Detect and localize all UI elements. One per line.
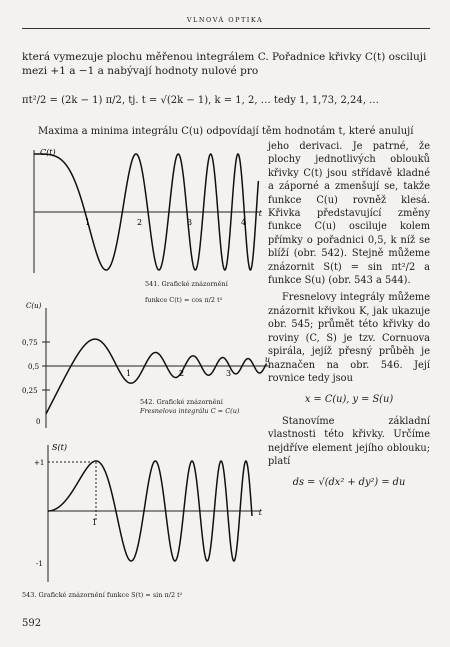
running-title: VLNOVÁ OPTIKA — [186, 16, 264, 24]
intro-line-1: která vymezuje plochu měřenou integrálem C. Pořadnice křivky C(t) osciluji — [22, 51, 427, 63]
fig542-caption-2: Fresnelova integrálu C = C(u) — [140, 407, 240, 415]
fig542-xlabel: u — [264, 355, 270, 364]
figure-543 — [22, 440, 262, 585]
fig543-tick-1: 1 — [92, 518, 98, 527]
fig542-tick-1: 1 — [126, 369, 132, 378]
fig542-tick-2: 2 — [179, 369, 185, 378]
fig541-caption-1: 541. Grafické znázornění — [145, 280, 228, 288]
right-column — [268, 140, 430, 490]
fig542-caption-1: 542. Grafické znázornění — [140, 398, 223, 406]
equation-2: ds = √(dx² + dy²) = du — [292, 477, 406, 489]
paragraph-3: Stanovíme základní vlastnosti této křivky. Určíme nejdříve element jejího oblouku; platí — [268, 415, 430, 467]
fig541-xlabel: t — [258, 209, 262, 218]
fig543-ytick-plus1: +1 — [34, 459, 45, 467]
fig542-tick-3: 3 — [226, 369, 232, 378]
equation-1: x = C(u), y = S(u) — [304, 394, 394, 406]
header-rule — [22, 28, 430, 29]
fig541-caption-2: funkce C(t) = cos π/2 t² — [145, 296, 223, 304]
fig543-ylabel: S(t) — [52, 443, 67, 452]
fig543-caption: 543. Grafické znázornění funkce S(t) = sin π/2 t² — [22, 591, 183, 599]
paragraph-2: Fresnelovy integrály můžeme znázornit křivkou K, jak ukazuje obr. 545; průmět této křivky do roviny (C, S) je tzv. Cornuova spirála, jejíž přesný průběh je naznačen na obr. 546. Její rovnice tedy jsou — [268, 292, 430, 384]
fig543-xlabel: t — [258, 508, 262, 517]
fig543-ytick-minus1: -1 — [36, 560, 43, 568]
fig541-tick-3: 3 — [187, 218, 193, 227]
figure-541 — [22, 145, 262, 285]
fig542-ylabel: C(u) — [26, 302, 42, 310]
formula-line: πt²/2 = (2k − 1) π/2, tj. t = √(2k − 1), k = 1, 2, … tedy 1, 1,73, 2,24, … — [22, 95, 380, 106]
fig542-ytick-05: 0,5 — [28, 363, 40, 371]
fig542-ytick-075: 0,75 — [22, 339, 38, 347]
fig541-ylabel: C(t) — [40, 148, 56, 157]
page-number: 592 — [22, 618, 42, 629]
fig541-tick-1: 1 — [85, 218, 91, 227]
fig541-tick-4: 4 — [241, 218, 247, 227]
paragraph-1: jeho derivaci. Je patrné, že plochy jednotlivých oblouků křivky C(t) jsou střídavě kladné a záporné a zmenšují se, takže funkce C(u) rovněž klesá. Křivka představující změny funkce C(u) osciluje kolem přímky o pořadnici 0,5, k níž se blíží (obr. 542). Stejně můžeme znázornit S(t) = sin πt²/2 a funkce S(u) (obr. 543 a 544). — [268, 141, 430, 287]
maxima-line: Maxima a minima integrálu C(u) odpovídají těm hodnotám t, které anulují — [38, 126, 414, 137]
fig541-tick-2: 2 — [137, 218, 143, 227]
fig542-ytick-025: 0,25 — [22, 387, 38, 395]
intro-line-2: mezi +1 a −1 a nabývají hodnoty nulové pro — [22, 65, 259, 77]
fig542-ytick-0: 0 — [36, 418, 41, 426]
